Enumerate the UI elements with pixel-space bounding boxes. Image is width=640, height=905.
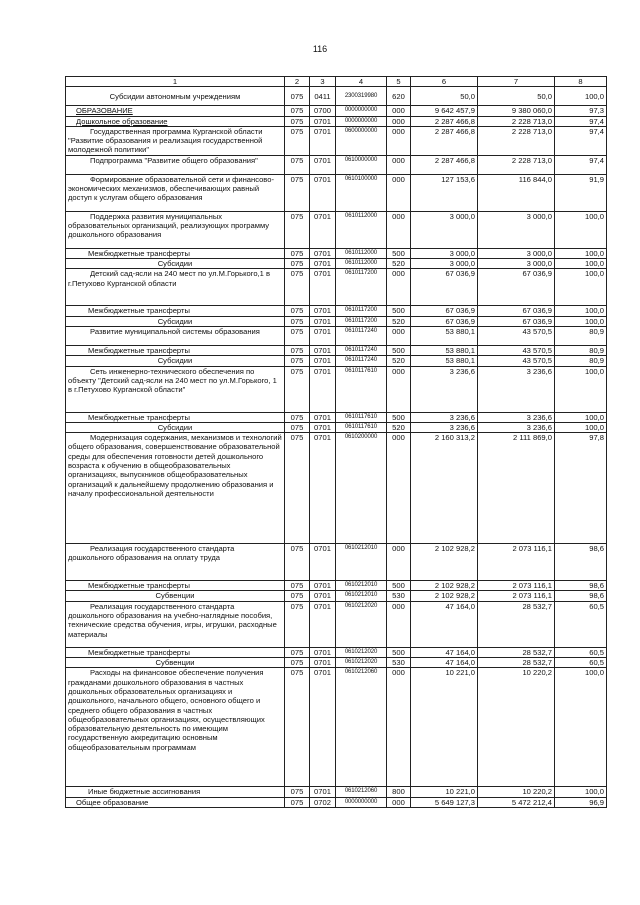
code-expense-type: 000 [387, 126, 411, 155]
percent-executed: 100,0 [555, 269, 607, 306]
percent-executed: 98,6 [555, 591, 607, 601]
code-section: 0701 [310, 668, 336, 787]
code-ved: 075 [285, 316, 310, 326]
code-ved: 075 [285, 591, 310, 601]
row-name: Реализация государственного стандарта дошкольного образования на учебно-наглядные пособия, технические средства обучения, игры, игрушки, расходные материалы [66, 601, 285, 647]
code-ved: 075 [285, 174, 310, 211]
code-ved: 075 [285, 412, 310, 422]
amount-executed: 28 532,7 [478, 658, 555, 668]
code-expense-type: 000 [387, 544, 411, 581]
code-expense-type: 000 [387, 269, 411, 306]
amount-planned: 67 036,9 [411, 306, 478, 316]
percent-executed: 100,0 [555, 211, 607, 248]
code-target: 0610112000 [336, 248, 387, 258]
amount-planned: 2 287 466,8 [411, 155, 478, 174]
code-section: 0701 [310, 544, 336, 581]
code-target: 0610117200 [336, 306, 387, 316]
amount-planned: 2 102 928,2 [411, 591, 478, 601]
table-row [66, 116, 607, 126]
table-row [66, 591, 607, 601]
code-section: 0701 [310, 356, 336, 366]
table-row [66, 658, 607, 668]
code-expense-type: 520 [387, 356, 411, 366]
row-name: Межбюджетные трансферты [66, 412, 285, 422]
code-ved: 075 [285, 668, 310, 787]
code-target: 0610117240 [336, 356, 387, 366]
code-section: 0701 [310, 248, 336, 258]
code-expense-type: 520 [387, 259, 411, 269]
amount-executed: 2 111 869,0 [478, 433, 555, 544]
amount-executed: 3 000,0 [478, 211, 555, 248]
percent-executed: 80,9 [555, 345, 607, 355]
percent-executed: 80,9 [555, 356, 607, 366]
row-name: Субсидии автономным учреждениям [66, 87, 285, 106]
row-name: Сеть инженерно-технического обеспечения по объекту "Детский сад-ясли на 240 мест по ул.М.Горького, 1 в г.Петухово Курганской области" [66, 366, 285, 412]
amount-planned: 2 102 928,2 [411, 544, 478, 581]
table-row [66, 581, 607, 591]
column-number-row [66, 77, 607, 87]
amount-executed: 43 570,5 [478, 345, 555, 355]
amount-planned: 53 880,1 [411, 356, 478, 366]
row-name: Межбюджетные трансферты [66, 581, 285, 591]
code-section: 0701 [310, 581, 336, 591]
row-name: Подпрограмма "Развитие общего образования" [66, 155, 285, 174]
amount-planned: 10 221,0 [411, 787, 478, 797]
code-target: 0610117240 [336, 345, 387, 355]
code-section: 0700 [310, 106, 336, 116]
row-name: Государственная программа Курганской области "Развитие образования и реализация государственной молодежной политики" [66, 126, 285, 155]
code-target: 0610212010 [336, 544, 387, 581]
amount-executed: 3 236,6 [478, 366, 555, 412]
amount-planned: 53 880,1 [411, 345, 478, 355]
amount-planned: 53 880,1 [411, 326, 478, 345]
amount-planned: 2 287 466,8 [411, 126, 478, 155]
column-header: 7 [478, 77, 555, 87]
table-row [66, 174, 607, 211]
percent-executed: 97,4 [555, 155, 607, 174]
table-row [66, 668, 607, 787]
code-section: 0411 [310, 87, 336, 106]
amount-planned: 47 164,0 [411, 647, 478, 657]
percent-executed: 100,0 [555, 668, 607, 787]
table-row [66, 269, 607, 306]
amount-planned: 9 642 457,9 [411, 106, 478, 116]
amount-executed: 3 000,0 [478, 248, 555, 258]
code-target: 0600000000 [336, 126, 387, 155]
amount-executed: 2 073 116,1 [478, 581, 555, 591]
column-header: 8 [555, 77, 607, 87]
row-name: Поддержка развития муниципальных образовательных организаций, реализующих программу дошкольного образования [66, 211, 285, 248]
code-expense-type: 000 [387, 797, 411, 807]
amount-executed: 28 532,7 [478, 601, 555, 647]
percent-executed: 100,0 [555, 316, 607, 326]
code-target: 0610212020 [336, 601, 387, 647]
amount-executed: 3 000,0 [478, 259, 555, 269]
table-row [66, 544, 607, 581]
percent-executed: 97,3 [555, 106, 607, 116]
code-section: 0701 [310, 647, 336, 657]
code-target: 0000000000 [336, 797, 387, 807]
code-ved: 075 [285, 116, 310, 126]
code-target: 0610117610 [336, 412, 387, 422]
amount-planned: 3 000,0 [411, 211, 478, 248]
code-section: 0701 [310, 591, 336, 601]
code-expense-type: 000 [387, 155, 411, 174]
code-ved: 075 [285, 155, 310, 174]
code-expense-type: 530 [387, 591, 411, 601]
code-expense-type: 500 [387, 647, 411, 657]
code-section: 0701 [310, 155, 336, 174]
row-name: Модернизация содержания, механизмов и технологий общего образования, совершенствование образовательной среды для обеспечения готовности детей дошкольного возраста к обучению в общеобразовательных организациях, выпускников общеобразовательных организаций к дальнейшему продолжению образования и началу профессиональной деятельности [66, 433, 285, 544]
percent-executed: 100,0 [555, 259, 607, 269]
percent-executed: 100,0 [555, 306, 607, 316]
code-ved: 075 [285, 345, 310, 355]
code-section: 0701 [310, 433, 336, 544]
amount-executed: 67 036,9 [478, 316, 555, 326]
code-target: 0610200000 [336, 433, 387, 544]
code-target: 0610112000 [336, 259, 387, 269]
code-section: 0701 [310, 211, 336, 248]
table-row [66, 422, 607, 432]
code-expense-type: 000 [387, 668, 411, 787]
table-row [66, 106, 607, 116]
code-ved: 075 [285, 126, 310, 155]
amount-planned: 5 649 127,3 [411, 797, 478, 807]
code-ved: 075 [285, 269, 310, 306]
code-section: 0701 [310, 269, 336, 306]
amount-executed: 43 570,5 [478, 356, 555, 366]
column-header: 5 [387, 77, 411, 87]
table-row [66, 155, 607, 174]
row-name: Межбюджетные трансферты [66, 306, 285, 316]
amount-planned: 2 102 928,2 [411, 581, 478, 591]
code-target: 0610117200 [336, 316, 387, 326]
amount-executed: 67 036,9 [478, 306, 555, 316]
row-name: Детский сад-ясли на 240 мест по ул.М.Горького,1 в г.Петухово Курганской области [66, 269, 285, 306]
code-section: 0701 [310, 412, 336, 422]
code-target: 0610112000 [336, 211, 387, 248]
code-expense-type: 620 [387, 87, 411, 106]
row-name: Межбюджетные трансферты [66, 248, 285, 258]
percent-executed: 97,4 [555, 126, 607, 155]
code-section: 0701 [310, 366, 336, 412]
amount-executed: 43 570,5 [478, 326, 555, 345]
table-row [66, 797, 607, 807]
code-expense-type: 520 [387, 316, 411, 326]
code-ved: 075 [285, 581, 310, 591]
amount-executed: 50,0 [478, 87, 555, 106]
amount-planned: 3 236,6 [411, 422, 478, 432]
row-name: Иные бюджетные ассигнования [66, 787, 285, 797]
table-row [66, 259, 607, 269]
code-section: 0701 [310, 116, 336, 126]
table-row [66, 366, 607, 412]
code-target: 0610212020 [336, 658, 387, 668]
code-expense-type: 000 [387, 601, 411, 647]
row-name: Дошкольное образование [66, 116, 285, 126]
table-row [66, 306, 607, 316]
amount-planned: 3 000,0 [411, 248, 478, 258]
code-ved: 075 [285, 211, 310, 248]
percent-executed: 80,9 [555, 326, 607, 345]
code-section: 0702 [310, 797, 336, 807]
code-ved: 075 [285, 106, 310, 116]
code-ved: 075 [285, 306, 310, 316]
amount-executed: 28 532,7 [478, 647, 555, 657]
code-expense-type: 500 [387, 345, 411, 355]
column-header: 3 [310, 77, 336, 87]
code-target: 0610117610 [336, 422, 387, 432]
code-expense-type: 000 [387, 326, 411, 345]
code-expense-type: 000 [387, 433, 411, 544]
code-ved: 075 [285, 326, 310, 345]
table-row [66, 412, 607, 422]
code-expense-type: 500 [387, 412, 411, 422]
amount-executed: 9 380 060,0 [478, 106, 555, 116]
row-name: Общее образование [66, 797, 285, 807]
code-section: 0701 [310, 259, 336, 269]
amount-executed: 2 228 713,0 [478, 116, 555, 126]
column-header: 6 [411, 77, 478, 87]
amount-executed: 5 472 212,4 [478, 797, 555, 807]
code-ved: 075 [285, 248, 310, 258]
amount-planned: 2 287 466,8 [411, 116, 478, 126]
amount-executed: 2 073 116,1 [478, 544, 555, 581]
code-ved: 075 [285, 601, 310, 647]
code-expense-type: 500 [387, 248, 411, 258]
percent-executed: 100,0 [555, 787, 607, 797]
percent-executed: 97,4 [555, 116, 607, 126]
code-target: 0610212060 [336, 787, 387, 797]
amount-planned: 67 036,9 [411, 316, 478, 326]
code-section: 0701 [310, 306, 336, 316]
amount-planned: 10 221,0 [411, 668, 478, 787]
percent-executed: 60,5 [555, 658, 607, 668]
code-expense-type: 000 [387, 106, 411, 116]
code-expense-type: 520 [387, 422, 411, 432]
code-target: 0610117200 [336, 269, 387, 306]
percent-executed: 60,5 [555, 601, 607, 647]
code-expense-type: 000 [387, 366, 411, 412]
code-ved: 075 [285, 797, 310, 807]
column-header: 2 [285, 77, 310, 87]
table-row [66, 601, 607, 647]
percent-executed: 98,6 [555, 581, 607, 591]
code-target: 0610212010 [336, 581, 387, 591]
amount-executed: 10 220,2 [478, 787, 555, 797]
table-row [66, 87, 607, 106]
percent-executed: 100,0 [555, 248, 607, 258]
amount-planned: 47 164,0 [411, 658, 478, 668]
table-row [66, 433, 607, 544]
percent-executed: 100,0 [555, 366, 607, 412]
code-section: 0701 [310, 326, 336, 345]
code-target: 0610117610 [336, 366, 387, 412]
row-name: Реализация государственного стандарта дошкольного образования на оплату труда [66, 544, 285, 581]
amount-planned: 2 160 313,2 [411, 433, 478, 544]
percent-executed: 60,5 [555, 647, 607, 657]
code-expense-type: 000 [387, 116, 411, 126]
column-header: 4 [336, 77, 387, 87]
code-expense-type: 800 [387, 787, 411, 797]
percent-executed: 100,0 [555, 422, 607, 432]
amount-planned: 3 236,6 [411, 366, 478, 412]
row-name: Межбюджетные трансферты [66, 345, 285, 355]
code-ved: 075 [285, 658, 310, 668]
row-name: Расходы на финансовое обеспечение получения гражданами дошкольного образования в частных дошкольных образовательных организациях и дошкольного, начального общего, основного общего и среднего общего образования в частных общеобразовательных организациях, осуществляющих образовательную деятельность по имеющим государственную аккредитацию основным общеобразовательным программам [66, 668, 285, 787]
row-name: Субсидии [66, 259, 285, 269]
code-ved: 075 [285, 356, 310, 366]
table-row [66, 326, 607, 345]
table-row [66, 211, 607, 248]
code-ved: 075 [285, 422, 310, 432]
amount-planned: 67 036,9 [411, 269, 478, 306]
row-name: Формирование образовательной сети и финансово-экономических механизмов, обеспечивающих равный доступ к услугам общего образования [66, 174, 285, 211]
amount-planned: 50,0 [411, 87, 478, 106]
code-section: 0701 [310, 345, 336, 355]
amount-executed: 67 036,9 [478, 269, 555, 306]
code-section: 0701 [310, 316, 336, 326]
code-ved: 075 [285, 647, 310, 657]
code-target: 2300319980 [336, 87, 387, 106]
page-number: 116 [312, 44, 328, 54]
percent-executed: 98,6 [555, 544, 607, 581]
code-expense-type: 000 [387, 211, 411, 248]
table-row [66, 356, 607, 366]
code-target: 0000000000 [336, 106, 387, 116]
code-expense-type: 500 [387, 581, 411, 591]
amount-planned: 3 000,0 [411, 259, 478, 269]
amount-executed: 2 073 116,1 [478, 591, 555, 601]
percent-executed: 96,9 [555, 797, 607, 807]
code-target: 0610117240 [336, 326, 387, 345]
percent-executed: 100,0 [555, 87, 607, 106]
code-ved: 075 [285, 366, 310, 412]
percent-executed: 97,8 [555, 433, 607, 544]
code-ved: 075 [285, 87, 310, 106]
amount-executed: 2 228 713,0 [478, 155, 555, 174]
amount-executed: 3 236,6 [478, 412, 555, 422]
row-name: Субсидии [66, 356, 285, 366]
amount-executed: 2 228 713,0 [478, 126, 555, 155]
amount-planned: 127 153,6 [411, 174, 478, 211]
budget-table [65, 76, 607, 808]
table-row [66, 126, 607, 155]
amount-planned: 3 236,6 [411, 412, 478, 422]
row-name: Межбюджетные трансферты [66, 647, 285, 657]
code-section: 0701 [310, 174, 336, 211]
amount-executed: 10 220,2 [478, 668, 555, 787]
percent-executed: 100,0 [555, 412, 607, 422]
code-ved: 075 [285, 544, 310, 581]
table-row [66, 248, 607, 258]
row-name: Субсидии [66, 316, 285, 326]
amount-executed: 116 844,0 [478, 174, 555, 211]
row-name: Субсидии [66, 422, 285, 432]
code-ved: 075 [285, 787, 310, 797]
code-section: 0701 [310, 126, 336, 155]
code-ved: 075 [285, 259, 310, 269]
code-target: 0610212060 [336, 668, 387, 787]
code-ved: 075 [285, 433, 310, 544]
row-name: Субвенции [66, 591, 285, 601]
code-target: 0610100000 [336, 174, 387, 211]
code-target: 0610000000 [336, 155, 387, 174]
table-row [66, 345, 607, 355]
row-name: ОБРАЗОВАНИЕ [66, 106, 285, 116]
code-target: 0610212020 [336, 647, 387, 657]
table-row [66, 787, 607, 797]
code-expense-type: 000 [387, 174, 411, 211]
code-expense-type: 500 [387, 306, 411, 316]
row-name: Развитие муниципальной системы образования [66, 326, 285, 345]
amount-planned: 47 164,0 [411, 601, 478, 647]
column-header: 1 [66, 77, 285, 87]
percent-executed: 91,9 [555, 174, 607, 211]
code-section: 0701 [310, 787, 336, 797]
code-section: 0701 [310, 601, 336, 647]
table-row [66, 647, 607, 657]
code-section: 0701 [310, 658, 336, 668]
row-name: Субвенции [66, 658, 285, 668]
code-target: 0000000000 [336, 116, 387, 126]
code-expense-type: 530 [387, 658, 411, 668]
code-target: 0610212010 [336, 591, 387, 601]
table-row [66, 316, 607, 326]
code-section: 0701 [310, 422, 336, 432]
amount-executed: 3 236,6 [478, 422, 555, 432]
